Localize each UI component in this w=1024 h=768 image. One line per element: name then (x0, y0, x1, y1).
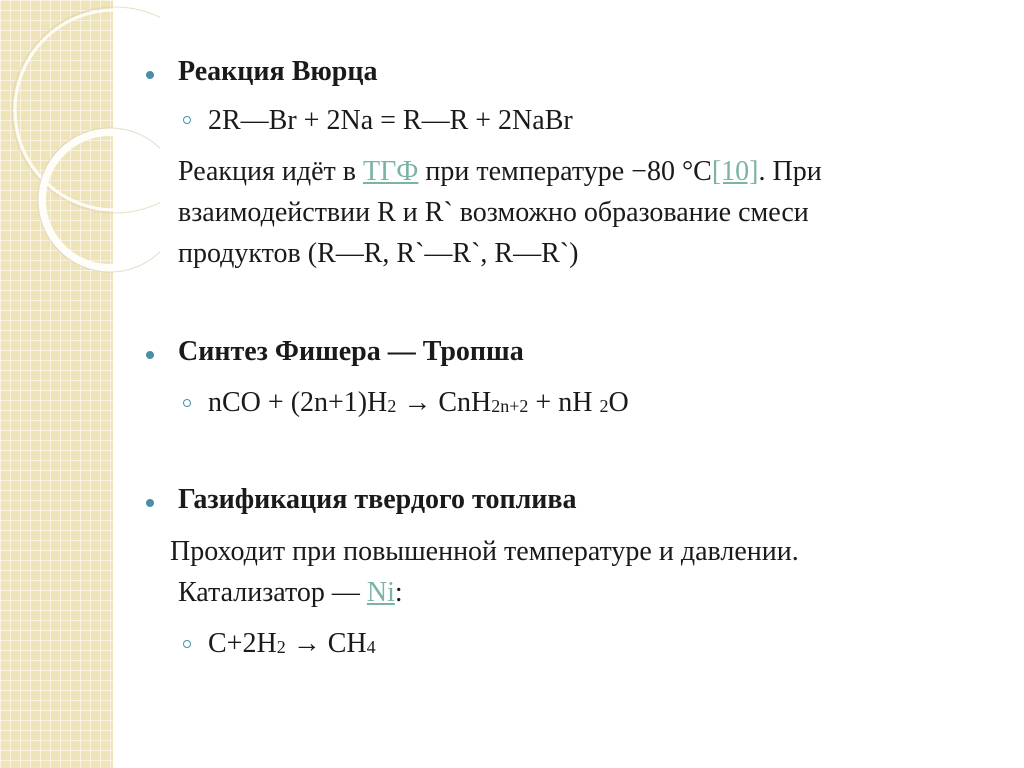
gasification-description-line-1: Проходит при повышенной температуре и давлении. (170, 536, 799, 567)
bullet-icon (146, 499, 154, 507)
reference-link[interactable]: [10] (711, 156, 759, 187)
wurtz-description-line-3: продуктов (R—R, R`—R`, R—R`) (178, 238, 579, 269)
gasification-description-line-2: Катализатор — Ni: (178, 577, 403, 608)
gasification-formula: $C+2H_2 \to CH_4$ (208, 628, 376, 659)
thf-link[interactable]: ТГФ (362, 156, 419, 187)
gasification-heading: Газификация твердого топлива (178, 484, 577, 515)
nickel-link[interactable]: Ni (366, 577, 395, 608)
sub-bullet-icon (183, 640, 191, 648)
sub-bullet-icon (183, 399, 191, 407)
wurtz-description-line-2: взаимодействии R и R` возможно образование смеси (178, 197, 809, 228)
bullet-icon (146, 71, 154, 79)
bullet-icon (146, 351, 154, 359)
wurtz-description-line-1: Реакция идёт в ТГФ при температуре −80 °C[10]. При (178, 156, 822, 187)
wurtz-heading: Реакция Вюрца (178, 56, 378, 87)
fischer-formula: nCO + $(2n+1)H_2 \to CnH_{2n+2}$ + nH $_2$O (208, 387, 629, 418)
decorative-circles (0, 0, 160, 330)
sub-bullet-icon (183, 116, 191, 124)
wurtz-formula: 2R—Br + 2Na = R—R + 2NaBr (208, 105, 573, 136)
fischer-heading: Синтез Фишера — Тропша (178, 336, 524, 367)
